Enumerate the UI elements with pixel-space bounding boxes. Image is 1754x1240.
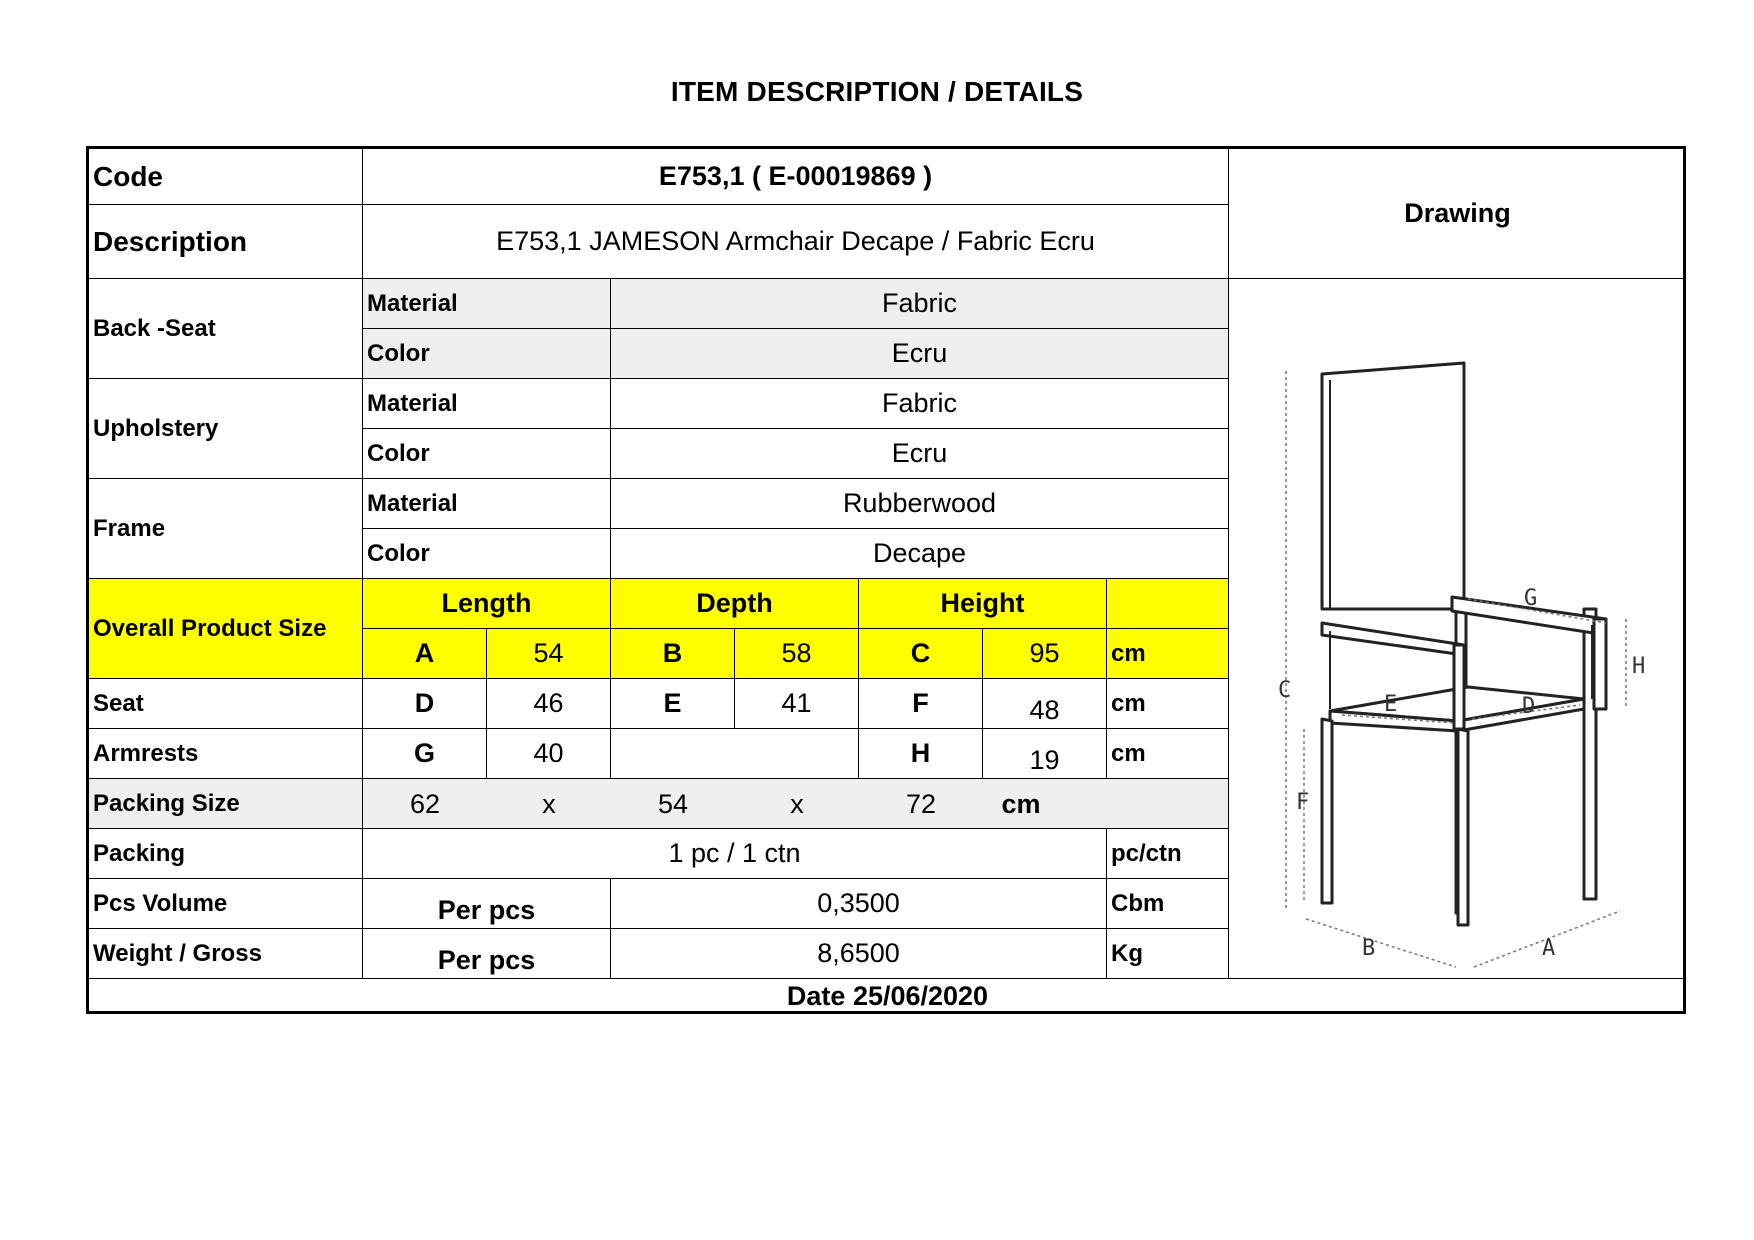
seat-unit: cm xyxy=(1107,679,1229,729)
dim-e-key: E xyxy=(611,679,735,729)
overall-blank xyxy=(1107,579,1229,629)
overall-unit: cm xyxy=(1107,629,1229,679)
back-seat-material-label: Material xyxy=(363,279,611,329)
dim-a-value: 54 xyxy=(487,629,611,679)
back-seat-label: Back -Seat xyxy=(89,279,363,379)
dim-label-d: D xyxy=(1522,694,1536,719)
code-label: Code xyxy=(89,149,363,205)
frame-color: Decape xyxy=(611,529,1229,579)
dim-b-value: 58 xyxy=(735,629,859,679)
dim-label-h: H xyxy=(1632,654,1646,679)
back-seat-color: Ecru xyxy=(611,329,1229,379)
page-title: ITEM DESCRIPTION / DETAILS xyxy=(670,76,1084,107)
dim-d-value: 46 xyxy=(487,679,611,729)
volume-label: Pcs Volume xyxy=(89,879,363,929)
armrests-unit: cm xyxy=(1107,729,1229,779)
dim-c-key: C xyxy=(859,629,983,679)
dim-f-value: 48 xyxy=(983,679,1107,729)
date-footer: Date 25/06/2020 xyxy=(786,981,989,1011)
packing-size-row xyxy=(363,779,1229,829)
frame-material-label: Material xyxy=(363,479,611,529)
packing-unit: pc/ctn xyxy=(1107,829,1229,879)
weight-unit: Kg xyxy=(1107,929,1229,979)
dim-g-key: G xyxy=(363,729,487,779)
packing-width: 54 xyxy=(657,788,689,819)
dim-f-key: F xyxy=(859,679,983,729)
armrests-blank xyxy=(611,729,859,779)
packing-x-2: x xyxy=(790,788,804,819)
drawing-label: Drawing xyxy=(1229,149,1686,279)
dim-h-key: H xyxy=(859,729,983,779)
weight-label: Weight / Gross xyxy=(89,929,363,979)
dim-label-a: A xyxy=(1542,936,1556,961)
weight-value: 8,6500 xyxy=(611,929,1107,979)
dim-label-c: C xyxy=(1278,678,1292,703)
upholstery-color: Ecru xyxy=(611,429,1229,479)
armrests-label: Armrests xyxy=(89,729,363,779)
back-seat-color-label: Color xyxy=(363,329,611,379)
back-seat-material: Fabric xyxy=(611,279,1229,329)
packing-size-unit: cm xyxy=(1001,788,1041,819)
dim-c-value: 95 xyxy=(983,629,1107,679)
dim-b-key: B xyxy=(611,629,735,679)
upholstery-material: Fabric xyxy=(611,379,1229,429)
dim-e-value: 41 xyxy=(735,679,859,729)
weight-per: Per pcs xyxy=(363,929,611,979)
upholstery-label: Upholstery xyxy=(89,379,363,479)
dim-h-value: 19 xyxy=(983,729,1107,779)
dim-label-f: F xyxy=(1296,790,1310,815)
frame-material: Rubberwood xyxy=(611,479,1229,529)
chair-drawing xyxy=(1224,279,1686,971)
chair-line-drawing xyxy=(1224,279,1686,971)
volume-unit: Cbm xyxy=(1107,879,1229,929)
volume-per: Per pcs xyxy=(363,879,611,929)
dim-label-b: B xyxy=(1362,936,1376,961)
dim-a-key: A xyxy=(363,629,487,679)
packing-length: 62 xyxy=(409,788,441,819)
length-header: Length xyxy=(363,579,611,629)
upholstery-color-label: Color xyxy=(363,429,611,479)
dim-label-e: E xyxy=(1384,692,1398,717)
height-header: Height xyxy=(859,579,1107,629)
packing-value: 1 pc / 1 ctn xyxy=(363,829,1107,879)
item-details-table xyxy=(86,146,1686,1014)
description-label: Description xyxy=(89,205,363,279)
depth-header: Depth xyxy=(611,579,859,629)
packing-x-1: x xyxy=(542,788,556,819)
code-value: E753,1 ( E-00019869 ) xyxy=(363,149,1229,205)
description-value: E753,1 JAMESON Armchair Decape / Fabric Ecru xyxy=(363,205,1229,279)
seat-label: Seat xyxy=(89,679,363,729)
overall-size-label: Overall Product Size xyxy=(89,579,363,679)
volume-value: 0,3500 xyxy=(611,879,1107,929)
dim-label-g: G xyxy=(1524,586,1538,611)
upholstery-material-label: Material xyxy=(363,379,611,429)
packing-height: 72 xyxy=(905,788,937,819)
packing-size-label: Packing Size xyxy=(89,779,363,829)
frame-label: Frame xyxy=(89,479,363,579)
dim-d-key: D xyxy=(363,679,487,729)
dim-g-value: 40 xyxy=(487,729,611,779)
frame-color-label: Color xyxy=(363,529,611,579)
packing-label: Packing xyxy=(89,829,363,879)
